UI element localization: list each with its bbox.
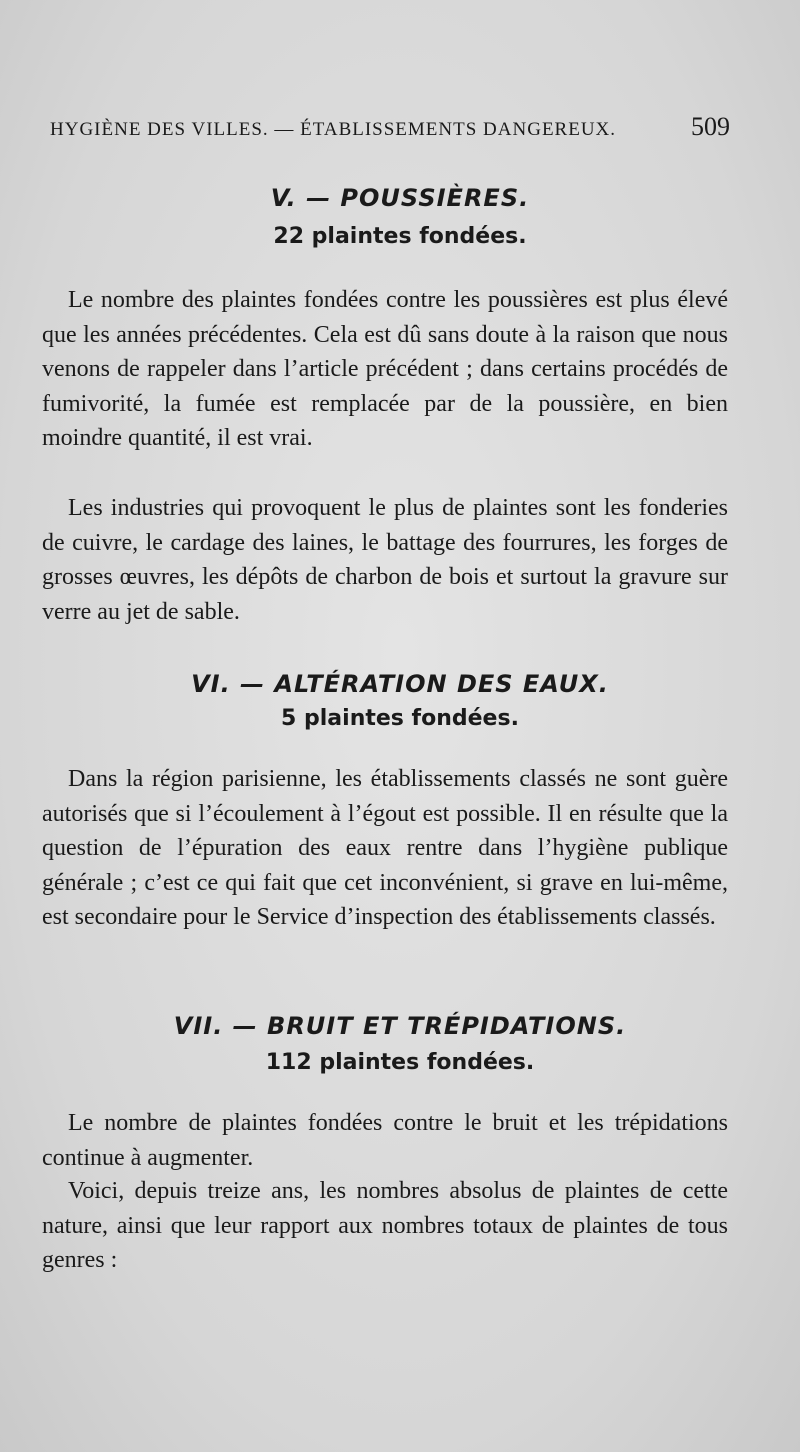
paragraph-poussieres-2: Les industries qui provoquent le plus de plaintes sont les fonderies de cuivre, le cardage des laines, le battage des fourrures, les forges de grosses œuvres, les dépôts de charbon de bois et surtout la gravure sur verre au jet de sable. (42, 495, 728, 625)
paragraph-alteration-eaux-1: Dans la région parisienne, les établissements classés ne sont guère autorisés que si l’écoulement à l’égout est possible. Il en résulte que la question de l’épuration des eaux rentre dans l’hygiène publique générale ; c’est ce qui fait que cet inconvénient, si grave en lui-même, est secondaire pour le Service d’inspection des établissements classés. (42, 766, 728, 930)
paragraph-poussieres-1: Le nombre des plaintes fondées contre les poussières est plus élevé que les années précédentes. Cela est dû sans doute à la raison que nous venons de rappeler dans l’article précédent ; dans certains procédés de fumivorité, la fumée est remplacée par de la poussière, en bien moindre quantité, il est vrai. (42, 287, 728, 451)
running-header (50, 112, 730, 142)
section-title-poussieres: V. — POUSSIÈRES. (270, 184, 530, 212)
section-title-bruit: VII. — BRUIT ET TRÉPIDATIONS. (173, 1012, 627, 1040)
section-subtitle-alteration-eaux: 5 plaintes fondées. (281, 706, 519, 731)
running-title: HYGIÈNE DES VILLES. — ÉTABLISSEMENTS DANGEREUX. (50, 119, 617, 140)
paragraph-bruit-1: Le nombre de plaintes fondées contre le bruit et les trépidations continue à augmenter. (42, 1110, 728, 1171)
paragraph-bruit-2: Voici, depuis treize ans, les nombres absolus de plaintes de cette nature, ainsi que leur rapport aux nombres totaux de plaintes de tous genres : (42, 1178, 728, 1273)
section-title-alteration-eaux: VI. — ALTÉRATION DES EAUX. (191, 670, 609, 698)
section-subtitle-poussieres: 22 plaintes fondées. (273, 224, 527, 249)
section-subtitle-bruit: 112 plaintes fondées. (265, 1050, 535, 1075)
page-number: 509 (691, 112, 730, 141)
